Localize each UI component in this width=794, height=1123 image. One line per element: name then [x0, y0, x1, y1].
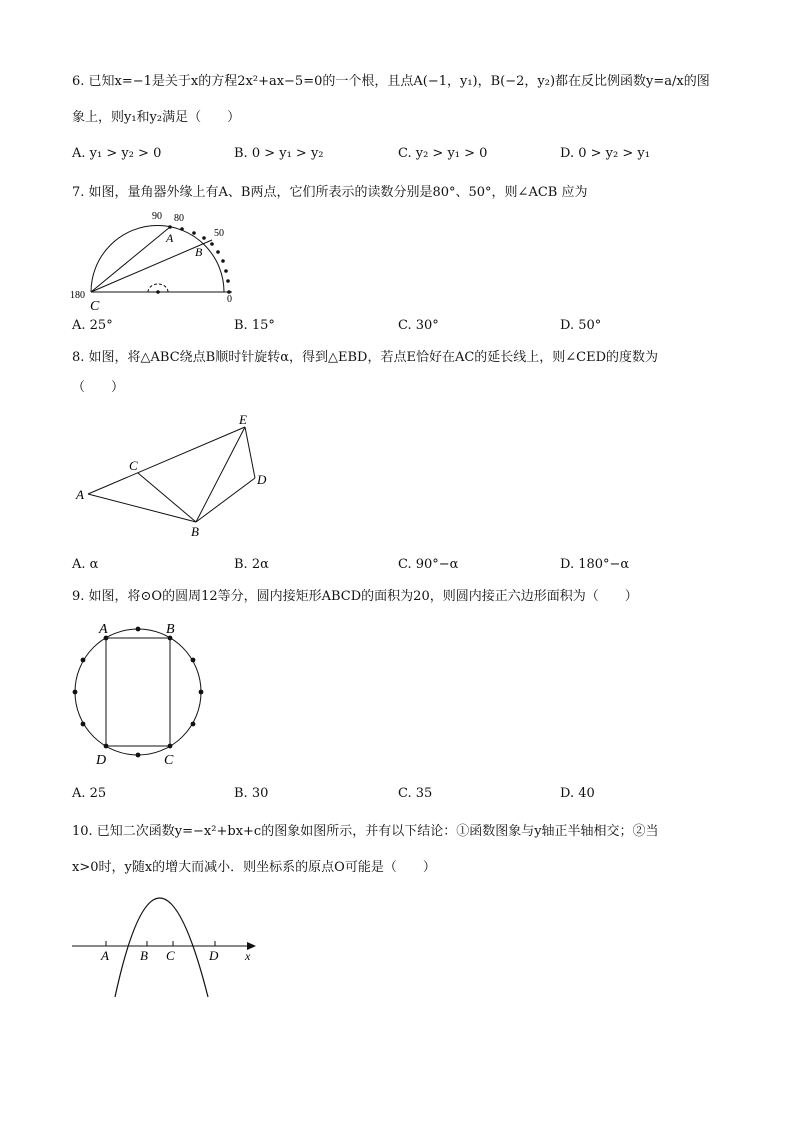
q10-label-b: B	[140, 948, 148, 963]
q7-option-d: D. 50°	[560, 318, 602, 333]
q8-label-b: B	[191, 524, 199, 539]
q8-label-a: A	[76, 487, 84, 502]
q7-label-a: A	[166, 231, 174, 245]
q8-stem-line2: （ ）	[72, 380, 125, 395]
q8-option-b: B. 2α	[234, 557, 269, 572]
q9-stem: 9. 如图，将⊙O的圆周12等分，圆内接矩形ABCD的面积为20，则圆内接正六边形面积为（ ）	[72, 589, 638, 604]
q9-label-d: D	[96, 753, 107, 768]
q9-option-d: D. 40	[560, 786, 595, 801]
q7-option-a: A. 25°	[72, 318, 113, 333]
q7-label-c: C	[90, 299, 100, 314]
q7-label-80: 80	[174, 213, 184, 224]
q10-stem-line2: x>0时，y随x的增大而减小．则坐标系的原点O可能是（ ）	[72, 860, 436, 875]
q8-label-e: E	[239, 412, 247, 427]
q8-stem-line1: 8. 如图，将△ABC绕点B顺时针旋转α，得到△EBD，若点E恰好在AC的延长线上，则∠CED的度数为	[72, 350, 659, 365]
q7-stem: 7. 如图，量角器外缘上有A、B两点，它们所表示的读数分别是80°、50°，则∠ACB 应为	[72, 185, 588, 200]
q8-rotation-figure	[70, 410, 280, 542]
q10-stem-line1: 10. 已知二次函数y=−x²+bx+c的图象如图所示，并有以下结论：①函数图象与y轴正半轴相交；②当	[72, 824, 659, 839]
q9-label-a: A	[99, 622, 108, 637]
q7-label-50: 50	[214, 228, 224, 239]
q9-option-c: C. 35	[398, 786, 433, 801]
q9-option-a: A. 25	[72, 786, 107, 801]
q7-label-180: 180	[70, 290, 85, 301]
q7-label-90: 90	[152, 211, 162, 222]
q7-label-0: 0	[227, 294, 232, 305]
q7-protractor-figure	[66, 206, 256, 318]
q6-option-a: A. y₁ > y₂ > 0	[72, 146, 162, 161]
q9-label-b: B	[166, 622, 175, 637]
q6-option-d: D. 0 > y₂ > y₁	[560, 146, 650, 161]
q8-label-d: D	[257, 472, 267, 487]
q10-label-d: D	[209, 948, 219, 963]
q6-option-b: B. 0 > y₁ > y₂	[234, 146, 324, 161]
q9-label-c: C	[164, 753, 174, 768]
q8-label-c: C	[129, 458, 138, 473]
q10-label-x: x	[245, 949, 251, 963]
q7-label-b: B	[195, 245, 203, 259]
q8-option-c: C. 90°−α	[398, 557, 459, 572]
q9-option-b: B. 30	[234, 786, 269, 801]
q7-option-c: C. 30°	[398, 318, 439, 333]
q6-option-c: C. y₂ > y₁ > 0	[398, 146, 488, 161]
q10-parabola-figure	[70, 884, 266, 1000]
q10-label-a: A	[101, 948, 109, 963]
q8-option-a: A. α	[72, 557, 99, 572]
q6-stem-line2: 象上，则y₁和y₂满足（ ）	[72, 110, 241, 125]
q10-label-c: C	[166, 948, 175, 963]
q9-circle-figure	[68, 616, 214, 772]
q8-option-d: D. 180°−α	[560, 557, 630, 572]
q6-stem-line1: 6. 已知x=−1是关于x的方程2x²+ax−5=0的一个根，且点A(−1，y₁)，B(−2，y₂)都在反比例函数y=a/x的图	[72, 74, 710, 89]
q7-option-b: B. 15°	[234, 318, 275, 333]
